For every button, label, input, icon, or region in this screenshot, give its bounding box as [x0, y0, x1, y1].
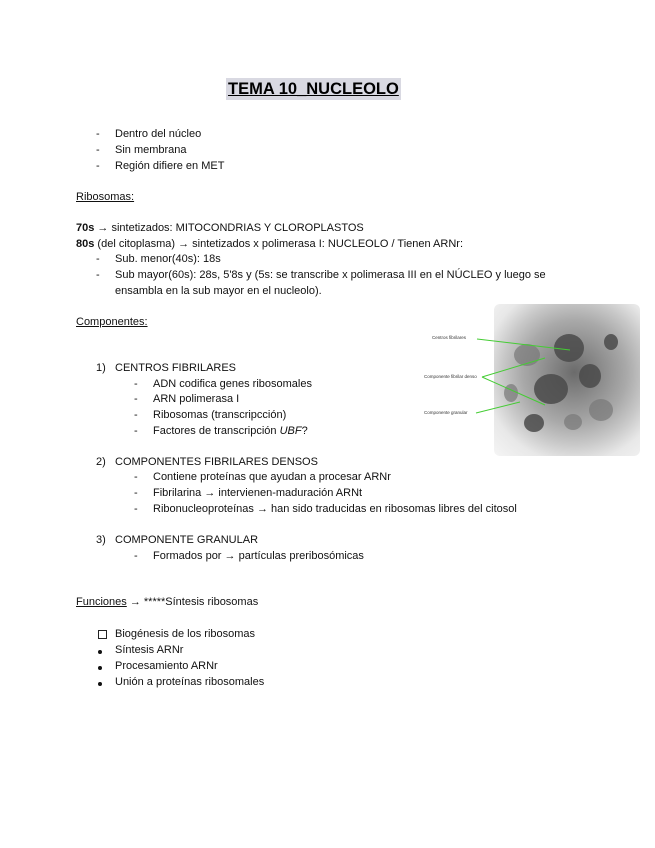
list-item: Unión a proteínas ribosomales	[115, 676, 265, 688]
list-item: Dentro del núcleo	[115, 128, 202, 140]
list-item: Fibrilarina → intervienen-maduración ARNt	[153, 487, 363, 499]
funciones-heading	[76, 596, 258, 608]
dash-marker: -	[134, 425, 138, 437]
list-item: Ribosomas (transcripcción)	[153, 409, 287, 421]
label-80s: 80s	[76, 238, 95, 250]
text-80s: (del citoplasma) → sintetizados x polimerasa I: NUCLEOLO / Tienen ARNr:	[94, 238, 463, 250]
list-item: Biogénesis de los ribosomas	[115, 628, 256, 640]
component-title: CENTROS FIBRILARES	[115, 362, 237, 374]
bullet-icon	[98, 682, 102, 686]
list-item: Sub mayor(60s): 28s, 5'8s y (5s: se transcribe x polimerasa III en el NÚCLEO y luego se	[115, 269, 546, 281]
label-70s: 70s	[76, 222, 95, 234]
dash-marker: -	[96, 253, 100, 265]
checkbox-icon[interactable]	[98, 629, 107, 641]
dash-marker: -	[96, 160, 100, 172]
list-item: Procesamiento ARNr	[115, 660, 218, 672]
pointer-lines	[420, 330, 580, 430]
dash-marker: -	[134, 409, 138, 421]
dash-marker: -	[134, 471, 138, 483]
dash-marker: -	[134, 550, 138, 562]
list-item-continuation: ensambla en la sub mayor en el nucleolo).	[115, 285, 322, 297]
funciones-label: Funciones	[76, 596, 127, 608]
dash-marker: -	[134, 503, 138, 515]
list-number: 3)	[96, 534, 106, 546]
list-item: Formados por → partículas preribosómicas	[153, 550, 364, 562]
bullet-icon	[98, 666, 102, 670]
ribosome-80s-line	[76, 238, 463, 250]
list-item: ARN polimerasa I	[153, 393, 240, 405]
list-item: Sin membrana	[115, 144, 187, 156]
factor-ubf: UBF	[279, 425, 302, 437]
dash-marker: -	[134, 487, 138, 499]
funciones-rest: → *****Síntesis ribosomas	[126, 596, 259, 608]
image-label: Componente fibrilar denso	[424, 374, 477, 379]
list-item: Síntesis ARNr	[115, 644, 184, 656]
componentes-heading: Componentes:	[76, 316, 148, 328]
dash-marker: -	[96, 128, 100, 140]
dash-marker: -	[134, 378, 138, 390]
component-title: COMPONENTES FIBRILARES DENSOS	[115, 456, 318, 468]
list-item: Región difiere en MET	[115, 160, 225, 172]
dash-marker: -	[96, 144, 100, 156]
list-item	[153, 425, 308, 437]
page-title: TEMA 10_NUCLEOLO	[228, 80, 399, 98]
ribosomas-heading: Ribosomas:	[76, 191, 135, 203]
factor-prefix: Factores de transcripción	[153, 425, 280, 437]
list-item: ADN codifica genes ribosomales	[153, 378, 312, 390]
list-item: Sub. menor(40s): 18s	[115, 253, 221, 265]
bullet-icon	[98, 650, 102, 654]
factor-suffix: ?	[301, 425, 308, 437]
component-title: COMPONENTE GRANULAR	[115, 534, 259, 546]
text-70s: → sintetizados: MITOCONDRIAS Y CLOROPLASTOS	[94, 222, 364, 234]
list-number: 1)	[96, 362, 106, 374]
list-number: 2)	[96, 456, 106, 468]
list-item: Contiene proteínas que ayudan a procesar ARNr	[153, 471, 391, 483]
image-label: Componente granular	[424, 410, 468, 415]
list-item: Ribonucleoproteínas → han sido traducidas en ribosomas libres del citosol	[153, 503, 517, 515]
ribosome-70s-line	[76, 222, 364, 234]
dash-marker: -	[96, 269, 100, 281]
image-label: Centros fibrilares	[432, 335, 467, 340]
dash-marker: -	[134, 393, 138, 405]
